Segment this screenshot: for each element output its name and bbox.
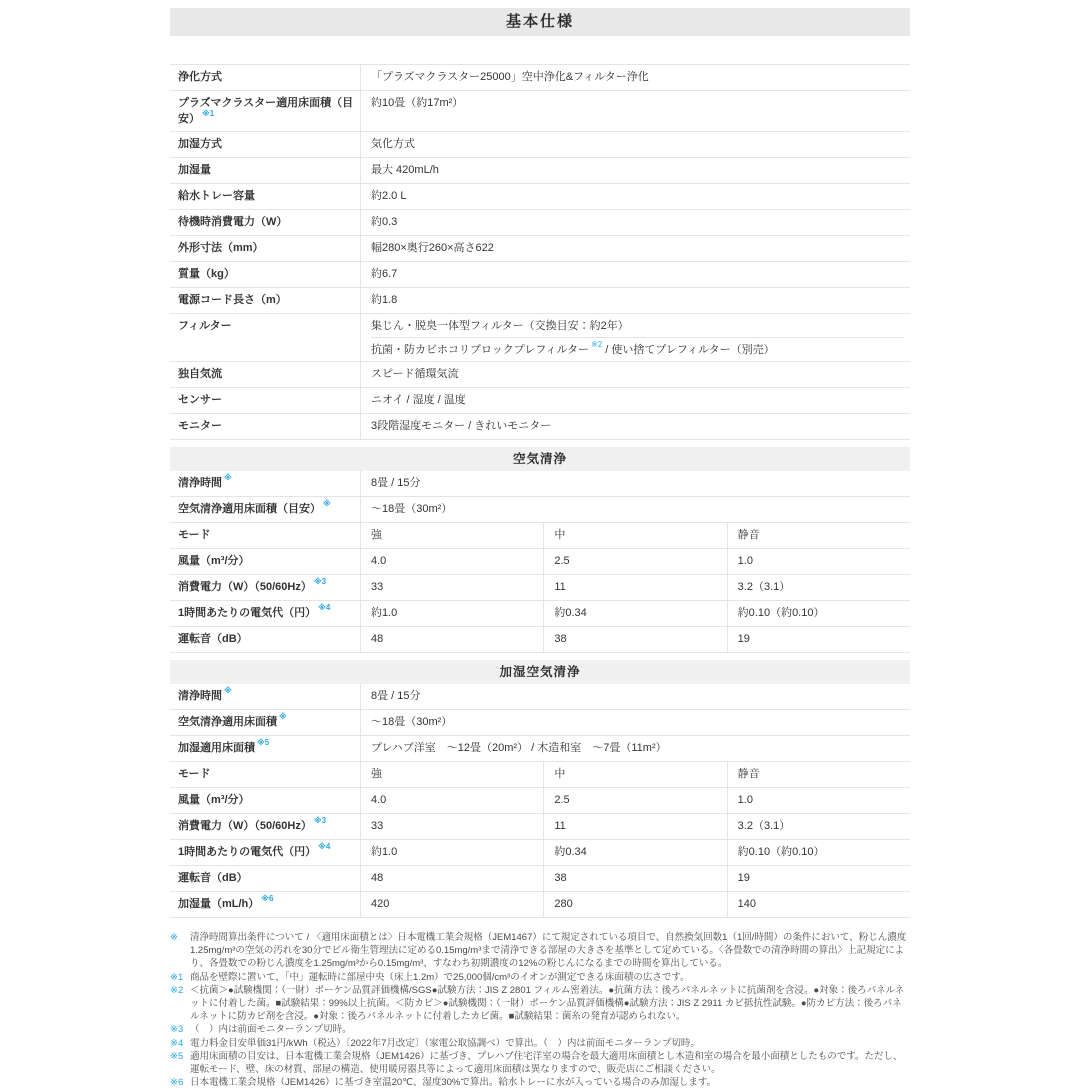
footnote [170, 971, 910, 984]
spec-row-label: 加湿量 [178, 164, 211, 176]
spec-value: ニオイ / 湿度 / 温度 [360, 388, 910, 413]
spec-table [170, 684, 910, 918]
spec-value: 11 [543, 814, 726, 839]
spec-row-label: 電源コード長さ（m） [178, 294, 287, 306]
spec-value: 4.0 [360, 788, 543, 813]
spec-value: 2.5 [543, 788, 726, 813]
footnote-ref[interactable]: ※ [323, 499, 331, 509]
spec-value: 19 [727, 627, 910, 652]
spec-row [170, 549, 910, 575]
spec-row-label: 空気清浄適用床面積（目安） ※ [178, 499, 331, 515]
spec-row-label: 消費電力（W）（50/60Hz） $^{※3}$ [178, 577, 327, 593]
spec-value-line: 集じん・脱臭一体型フィルター（交換目安：約2年） [371, 314, 904, 338]
page-title-text: 基本仕様 [505, 13, 574, 30]
spec-value: 「プラズマクラスター25000」空中浄化&フィルター浄化 [360, 65, 910, 90]
spec-row [170, 262, 910, 288]
spec-value: 約2.0 L [360, 184, 910, 209]
spec-row-label: モード [178, 768, 211, 780]
footnote [170, 931, 910, 971]
spec-row [170, 132, 910, 158]
footnote [170, 1076, 910, 1089]
footnote-marker: ※1 [170, 971, 184, 983]
spec-value: 11 [543, 575, 726, 600]
spec-value-line: 抗菌・防カビホコリブロックプレフィルター $^{※2}$ / 使い捨てプレフィルター（別売） [371, 339, 775, 356]
spec-row [170, 497, 910, 523]
spec-value: 3段階湿度モニター / きれいモニター [360, 414, 910, 439]
footnote-ref[interactable]: ※5 [257, 738, 270, 748]
spec-row-label: 浄化方式 [178, 71, 222, 83]
spec-row [170, 288, 910, 314]
spec-value [360, 314, 910, 361]
footnotes [170, 931, 910, 1089]
spec-value: 1.0 [727, 788, 910, 813]
spec-row-label: センサー [178, 394, 222, 406]
spec-value: 33 [360, 814, 543, 839]
spec-value: 38 [543, 866, 726, 891]
spec-value: 約0.34 [543, 601, 726, 626]
footnote [170, 1050, 910, 1076]
footnote-text: 日本電機工業会規格（JEM1426）に基づき室温20℃、湿度30%で算出。給水トレーに水が入っている場合のみ加湿します。 [190, 1077, 717, 1089]
spec-value: スピード循環気流 [360, 362, 910, 387]
spec-row [170, 158, 910, 184]
spec-row-label: 加湿方式 [178, 138, 222, 150]
spec-row [170, 236, 910, 262]
spec-value: 強 [360, 523, 543, 548]
spec-value: 約0.10（約0.10） [727, 601, 910, 626]
spec-value: プレハブ洋室 ～12畳（20m²） / 木造和室 ～7畳（11m²） [360, 736, 910, 761]
spec-row [170, 91, 910, 132]
spec-value: 38 [543, 627, 726, 652]
spec-value: 約1.8 [360, 288, 910, 313]
spec-value: 140 [727, 892, 910, 917]
spec-row [170, 762, 910, 788]
spec-value: 約0.10（約0.10） [727, 840, 910, 865]
spec-row [170, 184, 910, 210]
footnote-marker: ※ [170, 932, 178, 943]
spec-row-label: 消費電力（W）（50/60Hz） $^{※3}$ [178, 816, 327, 832]
spec-row [170, 388, 910, 414]
footnote [170, 1037, 910, 1050]
page-title [170, 8, 910, 36]
spec-row-label: 清浄時間 ※ [178, 473, 232, 489]
spec-value: 約0.3 [360, 210, 910, 235]
footnote-marker: ※5 [170, 1050, 184, 1062]
spec-row-label: 待機時消費電力（W） [178, 216, 288, 228]
spec-row-label: モード [178, 529, 211, 541]
spec-value: 静音 [727, 523, 910, 548]
spec-row-label: 独自気流 [178, 368, 222, 380]
spec-row [170, 414, 910, 440]
footnote-ref[interactable]: ※6 [261, 894, 274, 904]
footnote-ref[interactable]: ※4 [318, 603, 331, 613]
spec-row-label: プラズマクラスター適用床面積（目安） $^{※1}$ [178, 97, 354, 125]
spec-value: 中 [543, 762, 726, 787]
spec-row-label: 運転音（dB） [178, 633, 248, 645]
spec-row-label: 外形寸法（mm） [178, 242, 264, 254]
spec-value: 48 [360, 627, 543, 652]
footnote-ref[interactable]: ※2 [591, 339, 603, 349]
spec-row [170, 866, 910, 892]
spec-value: 約6.7 [360, 262, 910, 287]
footnote-ref[interactable]: ※4 [318, 842, 331, 852]
spec-value: 8畳 / 15分 [360, 471, 910, 496]
spec-value: 19 [727, 866, 910, 891]
footnote-marker: ※2 [170, 984, 184, 996]
spec-row [170, 684, 910, 710]
spec-value: 幅280×奥行260×高さ622 [360, 236, 910, 261]
spec-row [170, 710, 910, 736]
spec-row-label: 清浄時間 ※ [178, 686, 232, 702]
spec-tables [170, 64, 910, 918]
spec-row-label: 加湿適用床面積 $^{※5}$ [178, 738, 270, 754]
spec-value: 強 [360, 762, 543, 787]
footnote-text: ＜抗菌＞●試験機関：（一財）ボーケン品質評価機構/SGS●試験方法：JIS Z 2801 フィルム密着法。●抗菌方法：後ろパネルネットに抗菌剤を含浸。●対象：後ろパネルネットに付着した菌。■試験結果：99%以上抗菌。＜防カビ＞●試験機関：（一財）ボーケン品質評価機構●試験方法：JIS Z 2911 カビ抵抗性試験。●防カビ方法：後ろパネルネットに防カビ剤を含浸。●対象：後ろパネルネットに付着したカビ菌。■試験結果：菌糸の発育が認められない。 [190, 984, 905, 1023]
spec-row [170, 362, 910, 388]
spec-page [170, 8, 910, 1089]
footnote-marker: ※4 [170, 1037, 184, 1049]
spec-value: 約10畳（約17m²） [360, 91, 910, 131]
spec-row [170, 210, 910, 236]
spec-row-label: フィルター [178, 320, 232, 332]
spec-value: 8畳 / 15分 [360, 684, 910, 709]
footnote-ref[interactable]: ※3 [313, 816, 327, 826]
spec-value: 最大 420mL/h [360, 158, 910, 183]
spec-table [170, 471, 910, 653]
footnote [170, 984, 910, 1024]
footnote-text: 適用床面積の目安は、日本電機工業会規格（JEM1426）に基づき、プレハブ住宅洋室の場合を最大適用床面積とし木造和室の場合を最小面積としたものです。ただし、運転モード、壁、床の材質、部屋の構造、使用暖房器具等によって適用床面積は異なりますので、販売店にご相談ください。 [190, 1050, 903, 1076]
spec-table [170, 64, 910, 440]
spec-value: 4.0 [360, 549, 543, 574]
spec-value: 2.5 [543, 549, 726, 574]
footnote [170, 1023, 910, 1036]
footnote-ref[interactable]: ※ [224, 686, 232, 696]
spec-row-label: 加湿量（mL/h） $^{※6}$ [178, 894, 274, 910]
spec-value: 280 [543, 892, 726, 917]
spec-value: 気化方式 [360, 132, 910, 157]
spec-row [170, 314, 910, 362]
spec-row [170, 840, 910, 866]
spec-value: 48 [360, 866, 543, 891]
footnote-text: （ ）内は前面モニターランプ切時。 [190, 1024, 352, 1036]
spec-row [170, 523, 910, 549]
footnote-ref[interactable]: ※3 [313, 577, 327, 587]
footnote-ref[interactable]: ※1 [202, 109, 215, 119]
spec-row [170, 65, 910, 91]
footnote-marker: ※6 [170, 1077, 184, 1089]
section-header: 加湿空気清浄 [170, 660, 910, 684]
spec-value: ～18畳（30m²） [360, 497, 910, 522]
spec-value: 静音 [727, 762, 910, 787]
spec-row-label: 運転音（dB） [178, 872, 248, 884]
spec-row [170, 627, 910, 653]
spec-row [170, 892, 910, 918]
spec-value: 3.2（3.1） [727, 575, 910, 600]
spec-row-label: 1時間あたりの電気代（円） $^{※4}$ [178, 842, 331, 858]
spec-value: 中 [543, 523, 726, 548]
spec-row [170, 601, 910, 627]
footnote-text: 商品を壁際に置いて、「中」運転時に部屋中央（床上1.2m）で25,000個/cm³のイオンが測定できる床面積の広さです。 [190, 971, 690, 983]
footnote-text: 電力料金目安単価31円/kWh（税込）〔2022年7月改定〕（家電公取協調べ）で算出。（ ）内は前面モニターランプ切時。 [190, 1037, 700, 1049]
spec-row [170, 736, 910, 762]
footnote-ref[interactable]: ※ [279, 712, 287, 722]
spec-value: ～18畳（30m²） [360, 710, 910, 735]
spec-value: 33 [360, 575, 543, 600]
spec-row-label: 風量（m³/分） [178, 555, 250, 567]
section-header: 空気清浄 [170, 447, 910, 471]
spec-value: 3.2（3.1） [727, 814, 910, 839]
spec-row-label: 質量（kg） [178, 268, 235, 280]
spec-value: 約0.34 [543, 840, 726, 865]
spec-row-label: 空気清浄適用床面積 ※ [178, 712, 287, 728]
spec-row [170, 788, 910, 814]
footnote-marker: ※3 [170, 1024, 184, 1036]
spec-row [170, 814, 910, 840]
spec-row-label: 給水トレー容量 [178, 190, 255, 202]
spec-row [170, 471, 910, 497]
spec-row-label: モニター [178, 420, 222, 432]
spec-row [170, 575, 910, 601]
spec-row-label: 1時間あたりの電気代（円） $^{※4}$ [178, 603, 331, 619]
footnote-text: 清浄時間算出条件について / 〈適用床面積とは〉日本電機工業会規格（JEM1467）にて規定されている項目で、自然換気回数1（1回/時間）の条件において、粉じん濃度1.25mg/m³の空気の汚れを30分でビル衛生管理法に定める0.15mg/m³まで清浄できる部屋の大きさを基準として定めている。〈各畳数での清浄時間の算出〉上記規定により、各畳数での粉じん濃度を1.25mg/m³から0.15mg/m³、すなわち初期濃度の12%の粉じんになるまでの時間を算出している。 [190, 932, 907, 970]
footnote-ref[interactable]: ※ [224, 473, 232, 483]
spec-value: 420 [360, 892, 543, 917]
spec-value: 約1.0 [360, 840, 543, 865]
spec-value: 1.0 [727, 549, 910, 574]
spec-value: 約1.0 [360, 601, 543, 626]
spec-row-label: 風量（m³/分） [178, 794, 250, 806]
